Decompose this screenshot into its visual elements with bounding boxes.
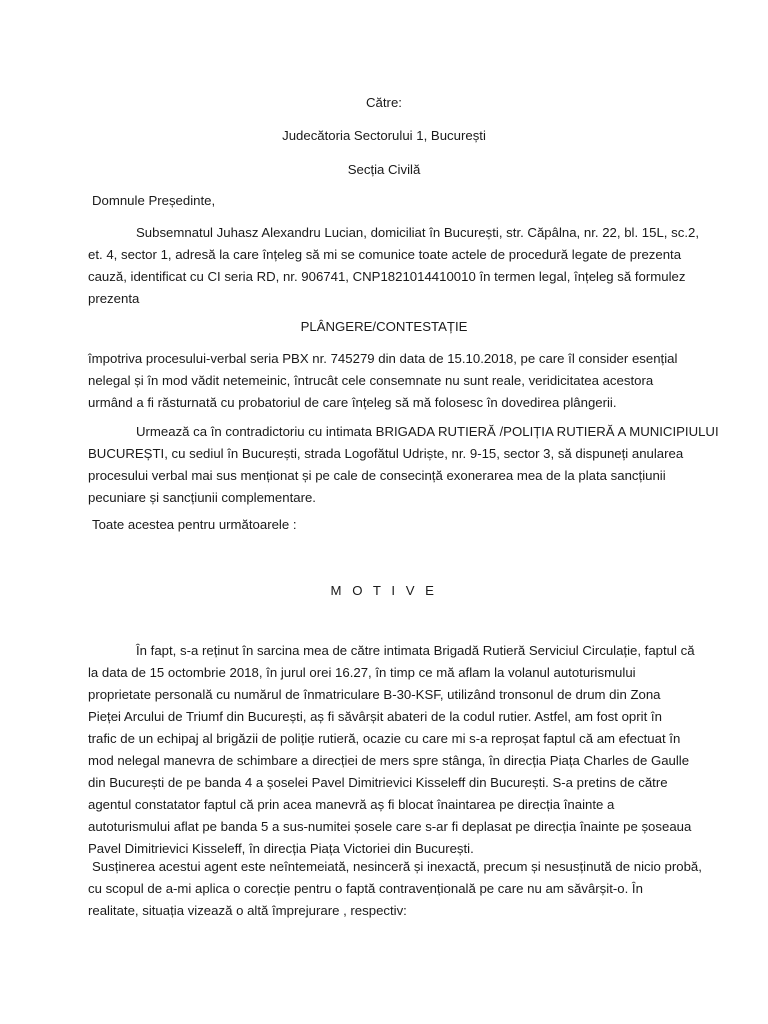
text-line: prezenta	[88, 291, 140, 306]
document-title: PLÂNGERE/CONTESTAȚIE	[300, 319, 468, 334]
motive-heading: M O T I V E	[330, 583, 438, 598]
reasons-intro: Toate acestea pentru următoarele :	[92, 517, 297, 532]
text-line: urmând a fi răsturnată cu probatoriul de care înțeleg să mă folosesc în dovedirea plângerii.	[88, 395, 617, 410]
text-line: Urmează ca în contradictoriu cu intimata BRIGADA RUTIERĂ /POLIȚIA RUTIERĂ A MUNICIPIULUI	[136, 424, 719, 439]
text-line: Pieței Arcului de Triumf din București, aș fi săvârșit abateri de la codul rutier. Astfel, am fost oprit în	[88, 709, 662, 724]
intro-paragraph	[88, 222, 699, 310]
text-line: proprietate personală cu numărul de înmatriculare B-30-KSF, utilizând tronsonul de drum din Zona	[88, 687, 661, 702]
text-line: Susținerea acestui agent este neîntemeiată, nesinceră și inexactă, precum și nesusținută de nicio probă,	[92, 859, 702, 874]
argument-paragraph	[88, 856, 702, 922]
text-line: cauză, identificat cu CI seria RD, nr. 906741, CNP1821014410010 în termen legal, înțeleg să formulez	[88, 269, 686, 284]
text-line: realitate, situația vizează o altă împrejurare , respectiv:	[88, 903, 407, 918]
text-line: nelegal și în mod vădit netemeinic, întrucât cele consemnate nu sunt reale, veridicitatea acestora	[88, 373, 654, 388]
text-line: împotriva procesului-verbal seria PBX nr. 745279 din data de 15.10.2018, pe care îl consider esențial	[88, 351, 678, 366]
salutation: Domnule Președinte,	[92, 193, 216, 208]
text-line: mod nelegal manevra de schimbare a direcției de mers spre stânga, în direcția Piața Charles de Gaulle	[88, 753, 690, 768]
text-line: Subsemnatul Juhasz Alexandru Lucian, domiciliat în București, str. Căpâlna, nr. 22, bl. 15L, sc.2,	[136, 225, 699, 240]
text-line: cu scopul de a-mi aplica o corecție pentru o faptă contravențională pe care nu am săvârșit-o. În	[88, 881, 643, 896]
text-line: la data de 15 octombrie 2018, în jurul orei 16.27, în timp ce mă aflam la volanul autoturismului	[88, 665, 636, 680]
text-line: et. 4, sector 1, adresă la care înțeleg să mi se comunice toate actele de procedură legate de prezenta	[88, 247, 682, 262]
text-line: autoturismului aflat pe banda 5 a sus-numitei șosele care s-ar fi deplasat pe direcția înainte pe șoseaua	[88, 819, 692, 834]
text-line: În fapt, s-a reținut în sarcina mea de către intimata Brigadă Rutieră Serviciul Circulație, faptul că	[136, 643, 695, 658]
text-line: procesului verbal mai sus menționat și pe cale de consecință exonerarea mea de la plata sancțiunii	[88, 468, 666, 483]
contradictory-paragraph	[88, 421, 719, 509]
text-line: trafic de un echipaj al brigăzii de poliție rutieră, ocazie cu care mi s-a reproșat faptul că am efectuat în	[88, 731, 681, 746]
addressee-label: Către:	[366, 95, 402, 110]
court-name: Judecătoria Sectorului 1, București	[282, 128, 486, 143]
contested-act-paragraph	[88, 348, 688, 414]
facts-paragraph	[88, 640, 695, 860]
court-section: Secția Civilă	[347, 162, 421, 177]
text-line: BUCUREȘTI, cu sediul în București, strada Logofătul Udriște, nr. 9-15, sector 3, să dispuneți anularea	[88, 446, 684, 461]
text-line: pecuniare și sancțiunii complementare.	[88, 490, 316, 505]
text-line: agentul constatator faptul că prin acea manevră aș fi blocat înaintarea pe direcția înainte a	[88, 797, 615, 812]
text-line: din București de pe banda 4 a șoselei Pavel Dimitrievici Kisseleff din București. S-a pretins de către	[88, 775, 668, 790]
text-line: Pavel Dimitrievici Kisseleff, în direcția Piața Victoriei din București.	[88, 841, 474, 856]
